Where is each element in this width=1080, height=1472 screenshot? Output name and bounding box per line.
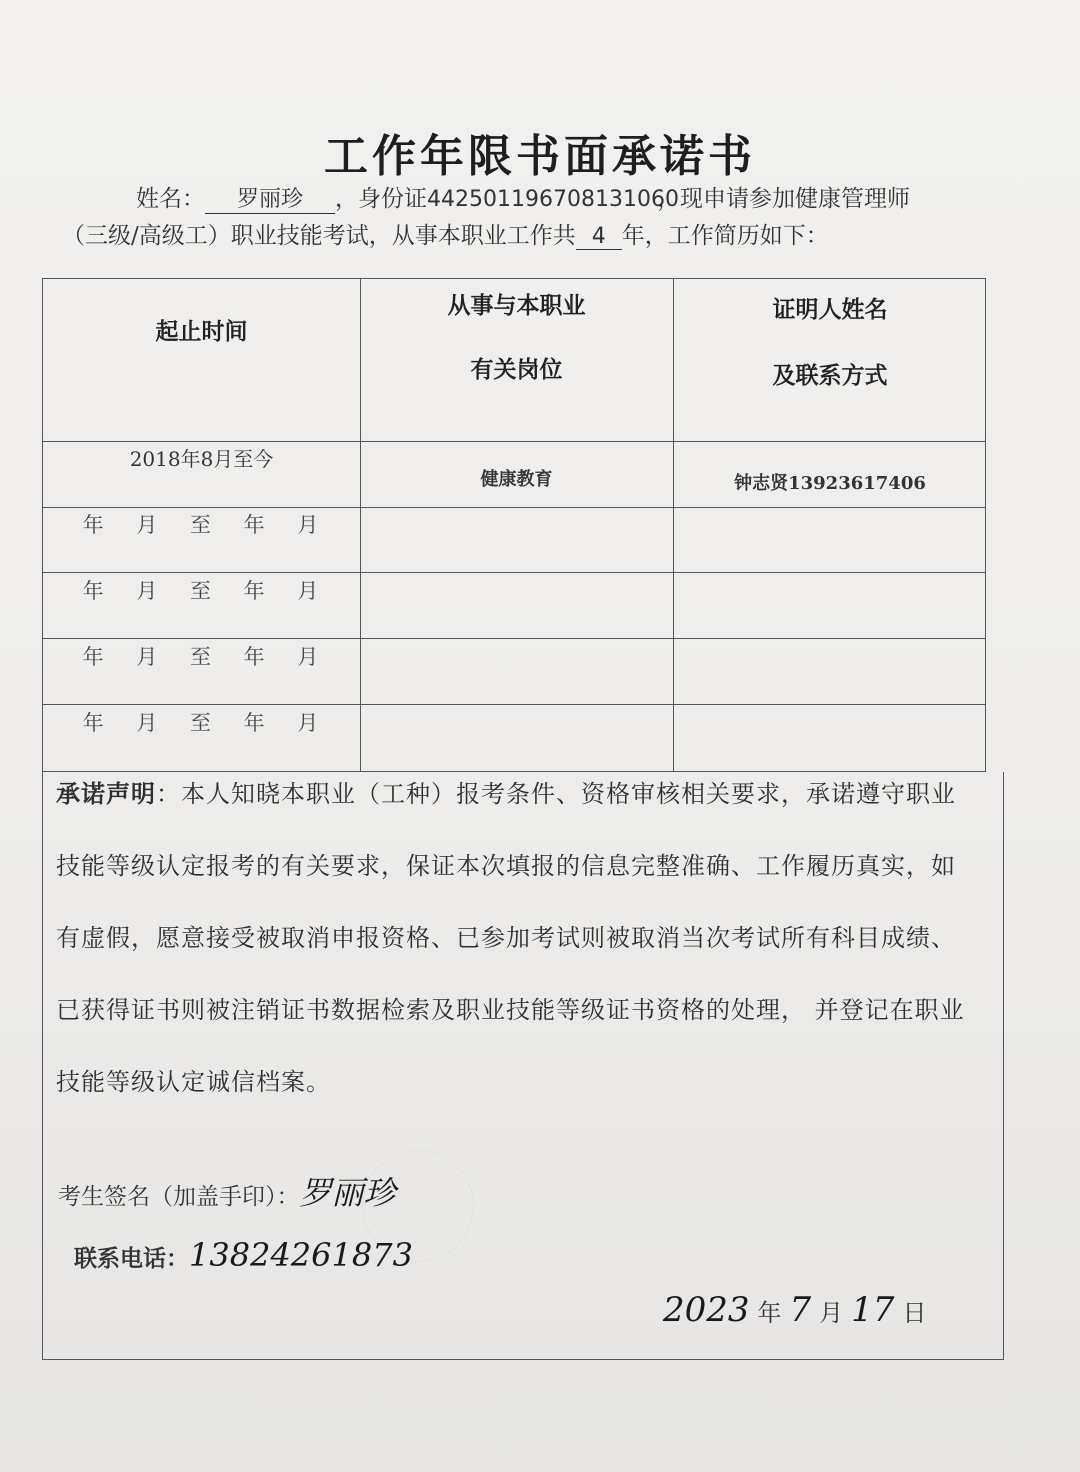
table-divider bbox=[43, 572, 985, 573]
table-divider bbox=[43, 638, 985, 639]
intro-text: ，现申请参加健康管理师 bbox=[657, 186, 910, 212]
header-period: 起止时间 bbox=[155, 318, 248, 345]
page-title: 工作年限书面承诺书 bbox=[324, 131, 756, 182]
header-position-line2: 有关岗位 bbox=[470, 356, 563, 383]
table-divider bbox=[43, 507, 985, 508]
table-divider bbox=[673, 279, 674, 771]
contact-line bbox=[74, 1236, 413, 1274]
signature-line bbox=[58, 1168, 396, 1214]
intro-line-1 bbox=[136, 180, 1080, 214]
intro-suffix: 年，工作简历如下： bbox=[621, 223, 829, 249]
intro-prefix: （三级/高级工）职业技能考试，从事本职业工作共 bbox=[62, 223, 576, 249]
contact-phone-handwritten: 13824261873 bbox=[189, 1236, 413, 1274]
name-field: 罗丽珍 bbox=[205, 182, 335, 214]
table-cell-period: 年 月 至 年 月 bbox=[82, 579, 321, 603]
date-month-unit: 月 bbox=[819, 1299, 844, 1327]
signature-handwritten: 罗丽珍 bbox=[299, 1174, 396, 1212]
id-number: 442501196708131060 bbox=[427, 187, 679, 212]
header-witness-line1: 证明人姓名 bbox=[772, 296, 888, 323]
table-cell-period: 年 月 至 年 月 bbox=[82, 513, 321, 537]
table-divider bbox=[43, 704, 985, 705]
id-label: ，身份证 bbox=[335, 186, 427, 212]
table-divider bbox=[43, 441, 985, 442]
contact-label: 联系电话： bbox=[74, 1245, 189, 1272]
name-label: 姓名： bbox=[136, 186, 205, 212]
date-year-unit: 年 bbox=[757, 1299, 782, 1327]
date-year: 2023 bbox=[663, 1290, 750, 1330]
signature-label: 考生签名（加盖手印）： bbox=[58, 1184, 300, 1210]
header-position-line1: 从事与本职业 bbox=[447, 292, 586, 319]
work-history-table bbox=[42, 278, 986, 772]
table-cell-period: 年 月 至 年 月 bbox=[82, 645, 321, 669]
date-line bbox=[655, 1290, 926, 1330]
header-witness-line2: 及联系方式 bbox=[772, 362, 888, 389]
declaration-label: 承诺声明 bbox=[56, 780, 156, 808]
years-field: 4 bbox=[576, 224, 622, 250]
declaration-text bbox=[56, 758, 976, 1118]
table-cell-position: 健康教育 bbox=[480, 469, 553, 490]
date-day: 17 bbox=[851, 1290, 895, 1330]
table-cell-period: 年 月 至 年 月 bbox=[82, 711, 321, 735]
intro-line-2 bbox=[62, 217, 1022, 250]
table-cell-witness: 钟志贤13923617406 bbox=[734, 473, 926, 494]
date-day-unit: 日 bbox=[902, 1299, 927, 1327]
table-cell-period: 2018年8月至今 bbox=[129, 447, 274, 471]
date-month: 7 bbox=[789, 1290, 812, 1330]
declaration-body: ：本人知晓本职业（工种）报考条件、资格审核相关要求，承诺遵守职业技能等级认定报考的有关要求，保证本次填报的信息完整准确、工作履历真实，如有虚假，愿意接受被取消申报资格、已参加考试则被取消当次考试所有科目成绩、已获得证书则被注销证书数据检索及职业技能等级证书资格的处理， 并登记在职业技能等级认定诚信档案。 bbox=[56, 780, 965, 1096]
